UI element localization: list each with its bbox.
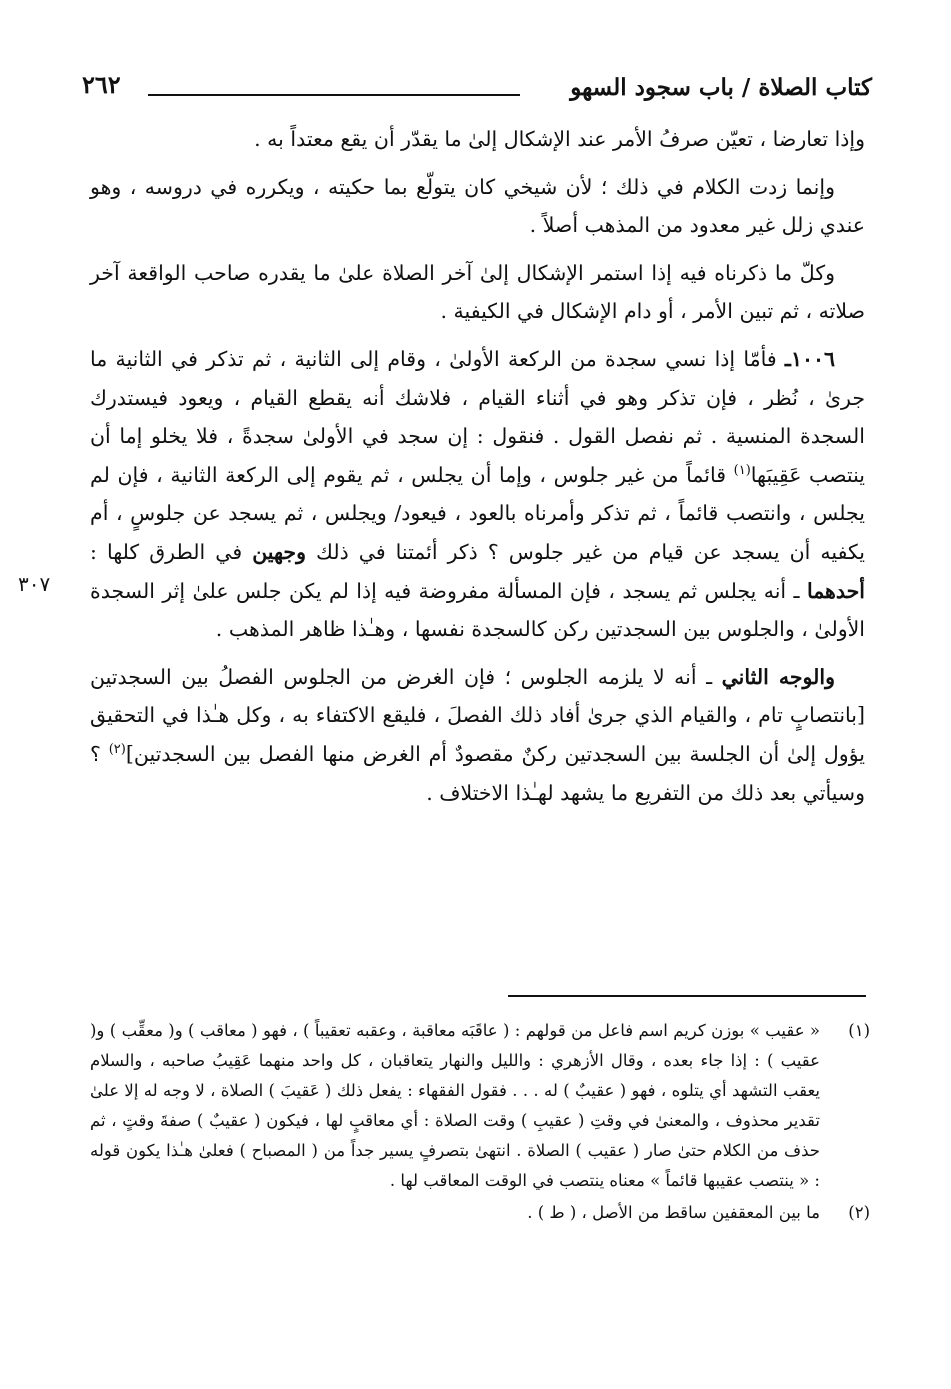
paragraph-text: وإذا تعارضا ، تعيّن صرفُ الأمر عند الإشكال إلىٰ ما يقدّر أن يقع معتداً به . bbox=[254, 127, 865, 151]
footnote-text: ما بين المعقفين ساقط من الأصل ، ( ط ) . bbox=[527, 1203, 820, 1222]
paragraph-1006 bbox=[90, 340, 865, 649]
bold-term: أحدهما bbox=[806, 578, 865, 603]
bold-term: والوجه الثاني bbox=[721, 664, 835, 689]
footnote-ref-2: (٢) bbox=[108, 742, 126, 758]
manuscript-folio-number: ٣٠٧ bbox=[18, 572, 51, 596]
page-number: ٢٦٢ bbox=[82, 70, 121, 99]
running-title: كتاب الصلاة / باب سجود السهو bbox=[570, 74, 872, 101]
paragraph-text: فأمّا إذا نسي سجدة من الركعة الأولىٰ ، وقام إلى الثانية ، ثم تذكر في الثانية ما جرىٰ ، نُظر ، فإن تذكر وهو في أثناء القيام ، فلاشك أنه يقطع القيام ، ويعود فيستدرك السجدة المنسية . ثم نفصل القول . فنقول : إن سجد في الأولىٰ سجدةً ، فلا يخلو إما أن ينتصب عَقِيبَها bbox=[90, 346, 865, 487]
paragraph bbox=[90, 658, 865, 812]
main-text bbox=[90, 120, 865, 821]
paragraph bbox=[90, 120, 865, 159]
header-rule bbox=[148, 94, 520, 96]
footnote-number: (١) bbox=[848, 1021, 870, 1040]
paragraph-text: وكلّ ما ذكرناه فيه إذا استمر الإشكال إلىٰ آخر الصلاة علىٰ ما يقدره صاحب الواقعة آخر صلاته ، ثم تبين الأمر ، أو دام الإشكال في الكيفية . bbox=[90, 260, 865, 324]
footnote-ref-1: (١) bbox=[733, 462, 751, 478]
paragraph-text: ـ أنه لا يلزمه الجلوس ؛ فإن الغرض من الجلوس الفصلُ بين السجدتين [بانتصابٍ تام ، والقيام الذي جرىٰ أفاد ذلك الفصلَ ، فليقع الاكتفاء به ، وكل هـٰذا في التحقيق يؤول إلىٰ أن الجلسة بين السجدتين ركنٌ مقصودٌ أم الغرض منها الفصل بين السجدتين] bbox=[90, 664, 865, 766]
paragraph-text: في الطرق كلها : bbox=[90, 539, 243, 564]
bold-term: وجهين bbox=[252, 539, 306, 564]
footnote-separator bbox=[508, 995, 866, 997]
footnote bbox=[90, 1016, 870, 1196]
page-header bbox=[82, 68, 872, 108]
footnote-text: « عقيب » بوزن كريم اسم فاعل من قولهم : ( عاقَبَه معاقبة ، وعقبه تعقيباً ) ، فهو ( معاقب ) و( معقِّب ) و( عقيب ) : إذا جاء بعده ، وقال الأزهري : والليل والنهار يتعاقبان ، كل واحد منهما عَقِيبُ صاحبه ، والسلام يعقب التشهد أي يتلوه ، فهو ( عقيبٌ ) له . . . فقول الفقهاء : يفعل ذلك ( عَقيبَ ) الصلاة ، لا وجه له إلا علىٰ تقدير محذوف ، والمعنىٰ في وقتِ ( عقيبِ ) وقت الصلاة : أي معاقبٍ لها ، فيكون ( عقيبٌ ) صفةَ وقتٍ ، ثم حذف من الكلام حتىٰ صار ( عقيب ) الصلاة . انتهىٰ بتصرفٍ يسير جداً من ( المصباح ) فعلىٰ هـٰذا يكون قوله : « ينتصب عقيبها قائماً » معناه ينتصب في الوقت المعاقب لها . bbox=[90, 1021, 820, 1190]
footnote bbox=[90, 1198, 870, 1228]
paragraph-text: ؟ وسيأتي بعد ذلك من التفريع ما يشهد لهـٰذا الاختلاف . bbox=[90, 741, 865, 805]
footnote-number: (٢) bbox=[848, 1203, 870, 1222]
paragraph-text: ـ أنه يجلس ثم يسجد ، فإن المسألة مفروضة فيه إذا لم يكن جلس علىٰ إثر السجدة الأولىٰ ، والجلوس بين السجدتين ركن كالسجدة نفسها ، وهـٰذا ظاهر المذهب . bbox=[90, 578, 865, 642]
issue-number: ١٠٠٦ـ bbox=[784, 346, 835, 371]
footnotes bbox=[90, 1016, 870, 1228]
paragraph-text: قائماً من غير جلوس ، وإما أن يجلس ، ثم يقوم إلى الركعة الثانية ، فإن لم يجلس ، وانتصب قائماً ، ثم تذكر وأمرناه بالعود ، فيعود/ ويجلس ، ثم يسجد عن جلوسٍ ، أم يكفيه أن يسجد عن قيام من غير جلوس ؟ ذكر أئمتنا في ذلك bbox=[90, 462, 865, 564]
paragraph-text: وإنما زدت الكلام في ذلك ؛ لأن شيخي كان يتولّع بما حكيته ، ويكرره في دروسه ، وهو عندي زلل غير معدود من المذهب أصلاً . bbox=[90, 174, 865, 238]
paragraph bbox=[90, 254, 865, 331]
paragraph bbox=[90, 168, 865, 245]
